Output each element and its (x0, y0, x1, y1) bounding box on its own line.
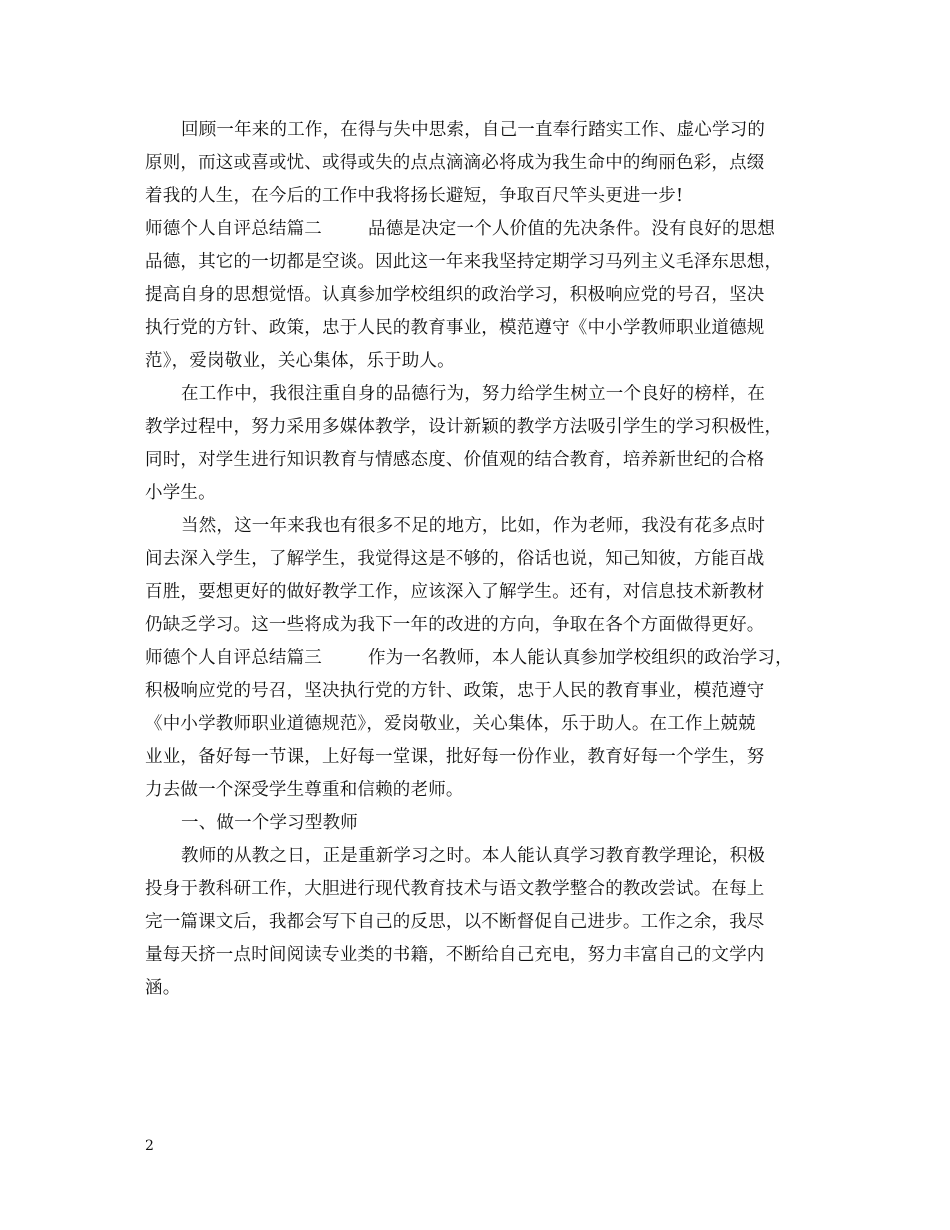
text-line: 投身于教科研工作，大胆进行现代教育技术与语文教学整合的教改尝试。在每上 (145, 879, 765, 899)
section-heading: 师德个人自评总结篇三 (145, 648, 322, 668)
text-line: 在工作中，我很注重自身的品德行为，努力给学生树立一个良好的榜样，在 (181, 384, 766, 404)
text-line: 量每天挤一点时间阅读专业类的书籍，不断给自己充电，努力丰富自己的文学内 (145, 945, 765, 965)
text-line: 着我的人生，在今后的工作中我将扬长避短，争取百尺竿头更进一步! (145, 186, 684, 206)
document-body (145, 114, 805, 1005)
text-line: 力去做一个深受学生尊重和信赖的老师。 (145, 780, 464, 800)
text-line: 百胜，要想更好的做好教学工作，应该深入了解学生。还有，对信息技术新教材 (145, 582, 765, 602)
text-line: 执行党的方针、政策，忠于人民的教育事业，模范遵守《中小学教师职业道德规 (145, 318, 765, 338)
page-number: 2 (145, 1138, 154, 1154)
text-line: 涵。 (145, 978, 181, 998)
text-line: 范》，爱岗敬业，关心集体，乐于助人。 (145, 351, 455, 371)
text-line: 品德，其它的一切都是空谈。因此这一年来我坚持定期学习马列主义毛泽东思想， (145, 252, 783, 272)
section-heading: 师德个人自评总结篇二 (145, 219, 322, 239)
text-line: 教师的从教之日，正是重新学习之时。本人能认真学习教育教学理论，积极 (181, 846, 766, 866)
text-line: 积极响应党的号召，坚决执行党的方针、政策，忠于人民的教育事业，模范遵守 (145, 681, 765, 701)
text-span: 品德是决定一个人价值的先决条件。没有良好的思想 (368, 219, 776, 239)
text-line: 《中小学教师职业道德规范》，爱岗敬业，关心集体，乐于助人。在工作上兢兢 (145, 714, 756, 734)
text-line: 同时，对学生进行知识教育与情感态度、价值观的结合教育，培养新世纪的合格 (145, 450, 765, 470)
text-line: 完一篇课文后，我都会写下自己的反思，以不断督促自己进步。工作之余，我尽 (145, 912, 765, 932)
text-line: 当然，这一年来我也有很多不足的地方，比如，作为老师，我没有花多点时 (181, 516, 766, 536)
text-line: 业业，备好每一节课，上好每一堂课，批好每一份作业，教育好每一个学生，努 (145, 747, 765, 767)
section-heading-line (145, 213, 805, 246)
text-line: 原则，而这或喜或忧、或得或失的点点滴滴必将成为我生命中的绚丽色彩，点缀 (145, 153, 765, 173)
text-span: 作为一名教师，本人能认真参加学校组织的政治学习， (368, 648, 793, 668)
section-heading-line (145, 642, 805, 675)
text-line: 教学过程中，努力采用多媒体教学，设计新颖的教学方法吸引学生的学习积极性， (145, 417, 783, 437)
text-line: 间去深入学生，了解学生，我觉得这是不够的，俗话也说，知己知彼，方能百战 (145, 549, 765, 569)
text-line: 小学生。 (145, 483, 216, 503)
text-line: 仍缺乏学习。这一些将成为我下一年的改进的方向，争取在各个方面做得更好。 (145, 615, 765, 635)
text-line: 回顾一年来的工作，在得与失中思索，自己一直奉行踏实工作、虚心学习的 (181, 120, 766, 140)
text-line: 提高自身的思想觉悟。认真参加学校组织的政治学习，积极响应党的号召，坚决 (145, 285, 765, 305)
subheading-line: 一、做一个学习型教师 (181, 813, 358, 833)
